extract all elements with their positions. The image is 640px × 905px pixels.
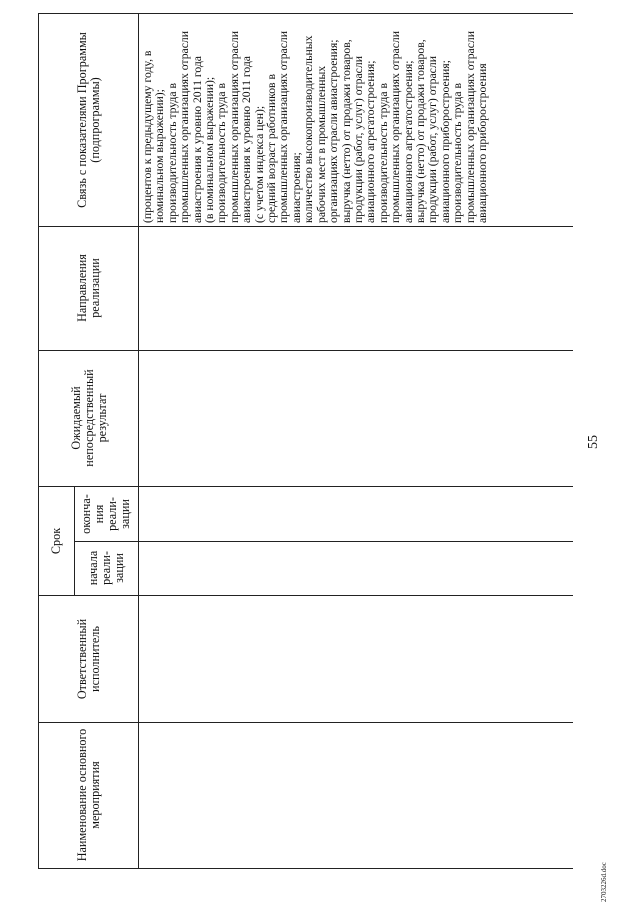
col-sep-4 — [38, 350, 573, 351]
page-number: 55 — [586, 435, 601, 449]
footer-filename: 2703226d.doc — [600, 862, 608, 902]
header-name: Наименование основного мероприятия — [75, 728, 102, 862]
header-term-start: начала реали-зации — [85, 550, 126, 586]
col-sep-term — [74, 541, 573, 542]
header-result: Ожидаемый непосредственный результат — [68, 369, 109, 467]
col-sep-5 — [38, 226, 573, 227]
header-term: Срок — [48, 527, 63, 555]
table-border-top — [38, 13, 39, 869]
events-table — [38, 13, 573, 869]
header-directions: Направления реализации — [75, 254, 102, 322]
term-subheader-line — [74, 487, 75, 596]
header-link: Связь с показателями Программы (подпрограммы) — [75, 32, 102, 208]
link-indicators-text: (процентов к предыдущему году, в номинальном выражении); производительность труда в промышленных организациях отрасли авиастроения к уровню 2011 года (в номинальном выражении); производительность труда в промышленных организациях отрасли авиастроения к уровню 2011 года (с учетом индекса цен); средний возраст работников в промышленных организациях отрасли авиастроения; количество высокопроизводительных рабочих мест в промышленных организациях отрасли авиастроения; выручка (нетто) от продажи товаров, продукции (работ, услуг) отрасли авиационного агрегатостроения; производительность труда в промышленных организациях отрасли авиационного агрегатостроения; выручка (нетто) от продажи товаров, продукции (работ, услуг) отрасли авиационного приборостроения; производительность труда в промышленных организациях отрасли авиационного приборостроения — [141, 31, 489, 223]
header-bottom-line — [138, 13, 139, 869]
table-border-left — [38, 868, 573, 869]
header-term-end: оконча-ния реали-зации — [79, 494, 132, 534]
col-sep-1 — [38, 722, 573, 723]
col-sep-2 — [38, 595, 573, 596]
col-sep-3 — [38, 486, 573, 487]
header-executor: Ответственный исполнитель — [75, 618, 102, 700]
